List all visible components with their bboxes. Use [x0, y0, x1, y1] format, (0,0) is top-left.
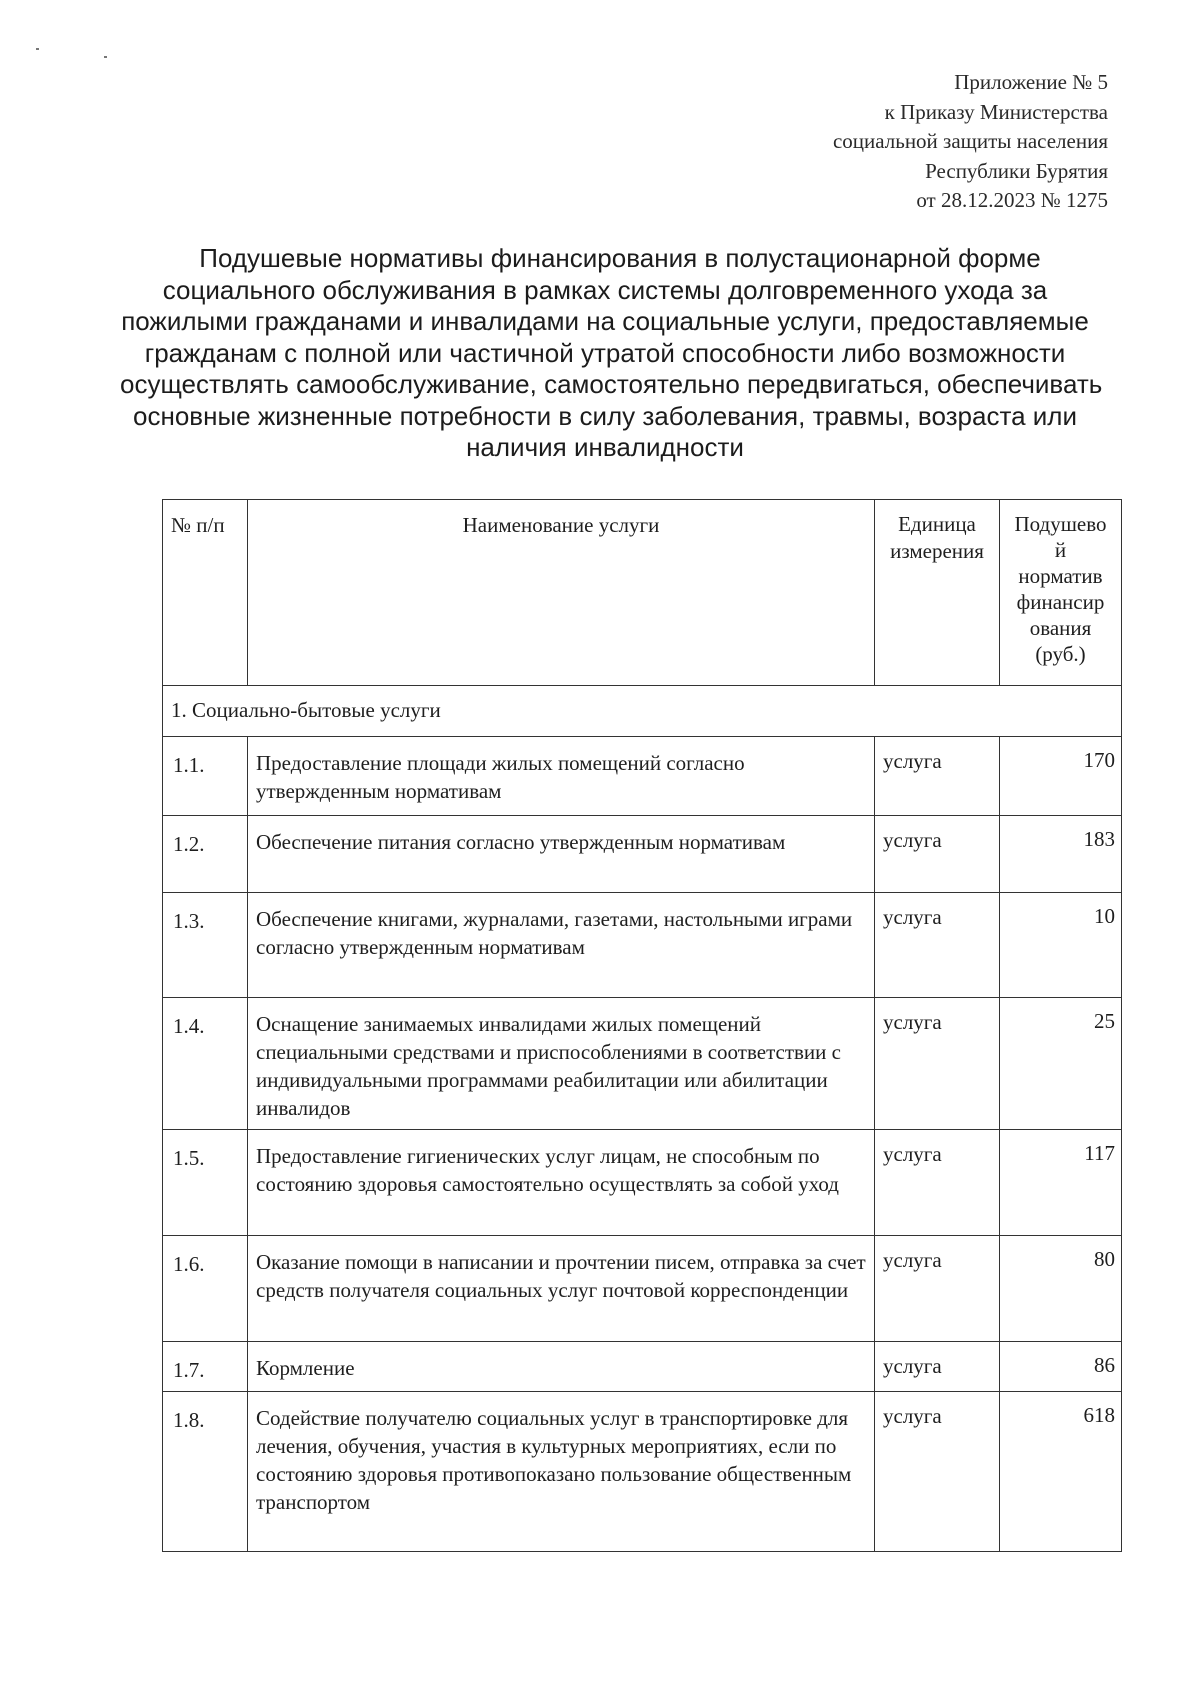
title-line: наличия инвалидности	[466, 432, 744, 462]
table-row	[163, 816, 1122, 893]
header-norm-line: Подушево	[1014, 512, 1107, 536]
scan-speck	[36, 48, 39, 50]
row-unit: услуга	[875, 1392, 1000, 1552]
row-unit: услуга	[875, 816, 1000, 893]
table-row	[163, 998, 1122, 1130]
title-line: осуществлять самообслуживание, самостоятельно передвигаться, обеспечивать	[120, 369, 1103, 399]
header-number: № п/п	[163, 500, 248, 686]
row-service-name: Предоставление площади жилых помещений согласно утвержденным нормативам	[248, 737, 875, 816]
table-row	[163, 1342, 1122, 1392]
row-service-name: Кормление	[248, 1342, 875, 1392]
table-row	[163, 737, 1122, 816]
row-value: 86	[1000, 1342, 1122, 1392]
row-number: 1.5.	[163, 1130, 248, 1236]
row-service-name: Оказание помощи в написании и прочтении писем, отправка за счет средств получателя социальных услуг почтовой корреспонденции	[248, 1236, 875, 1342]
row-unit: услуга	[875, 1130, 1000, 1236]
annex-line: социальной защиты населения	[832, 129, 1108, 153]
annex-line: к Приказу Министерства	[884, 99, 1108, 124]
row-unit: услуга	[875, 1236, 1000, 1342]
title-line: социального обслуживания в рамках системы долговременного ухода за	[162, 274, 1048, 305]
row-service-name: Содействие получателю социальных услуг в транспортировке для лечения, обучения, участия в культурных мероприятиях, если по состоянию здоровья противопоказано пользование общественным транспортом	[248, 1392, 875, 1552]
table-row	[163, 893, 1122, 998]
row-number: 1.2.	[163, 816, 248, 893]
header-norm-line: (руб.)	[1035, 642, 1086, 666]
annex-line: от 28.12.2023 № 1275	[916, 188, 1108, 212]
table-row	[163, 1392, 1122, 1552]
title-line: Подушевые нормативы финансирования в полустационарной форме	[199, 243, 1041, 273]
row-value: 170	[1000, 737, 1122, 816]
row-unit: услуга	[875, 893, 1000, 998]
header-unit	[875, 500, 1000, 686]
header-unit-line: Единица	[898, 512, 976, 536]
header-norm-line: ования	[1029, 616, 1092, 640]
annex-reference	[833, 68, 1108, 216]
row-number: 1.6.	[163, 1236, 248, 1342]
header-norm-line: финансир	[1016, 590, 1105, 614]
row-value: 10	[1000, 893, 1122, 998]
row-unit: услуга	[875, 998, 1000, 1130]
document-title	[120, 243, 1103, 464]
title-line: пожилыми гражданами и инвалидами на социальные услуги, предоставляемые	[121, 306, 1089, 336]
section-title: 1. Социально-бытовые услуги	[163, 686, 1122, 737]
row-unit: услуга	[875, 1342, 1000, 1392]
row-number: 1.8.	[163, 1392, 248, 1552]
row-number: 1.3.	[163, 893, 248, 998]
header-norm-line: норматив	[1018, 564, 1103, 588]
scan-speck	[104, 56, 107, 58]
row-number: 1.7.	[163, 1342, 248, 1392]
table-header-row	[163, 500, 1122, 686]
row-service-name: Оснащение занимаемых инвалидами жилых помещений специальными средствами и приспособлениями в соответствии с индивидуальными программами реабилитации или абилитации инвалидов	[248, 998, 875, 1130]
title-line: основные жизненные потребности в силу заболевания, травмы, возраста или	[133, 400, 1077, 431]
row-value: 117	[1000, 1130, 1122, 1236]
row-service-name: Предоставление гигиенических услуг лицам, не способным по состоянию здоровья самостоятельно осуществлять за собой уход	[248, 1130, 875, 1236]
header-norm-line: й	[1054, 538, 1067, 562]
title-line: гражданам с полной или частичной утратой способности либо возможности	[144, 337, 1066, 368]
row-number: 1.1.	[163, 737, 248, 816]
header-unit-line: измерения	[890, 539, 984, 563]
row-value: 618	[1000, 1392, 1122, 1552]
annex-line: Приложение № 5	[954, 70, 1108, 94]
row-value: 183	[1000, 816, 1122, 893]
table-row	[163, 1236, 1122, 1342]
row-number: 1.4.	[163, 998, 248, 1130]
section-row	[163, 686, 1122, 737]
row-service-name: Обеспечение питания согласно утвержденным нормативам	[248, 816, 875, 893]
row-value: 25	[1000, 998, 1122, 1130]
row-unit: услуга	[875, 737, 1000, 816]
row-service-name: Обеспечение книгами, журналами, газетами, настольными играми согласно утвержденным нормативам	[248, 893, 875, 998]
row-value: 80	[1000, 1236, 1122, 1342]
header-norm	[1000, 500, 1122, 686]
table-row	[163, 1130, 1122, 1236]
header-service-name: Наименование услуги	[248, 500, 875, 686]
annex-line: Республики Бурятия	[925, 158, 1108, 183]
services-table	[162, 499, 1122, 1552]
